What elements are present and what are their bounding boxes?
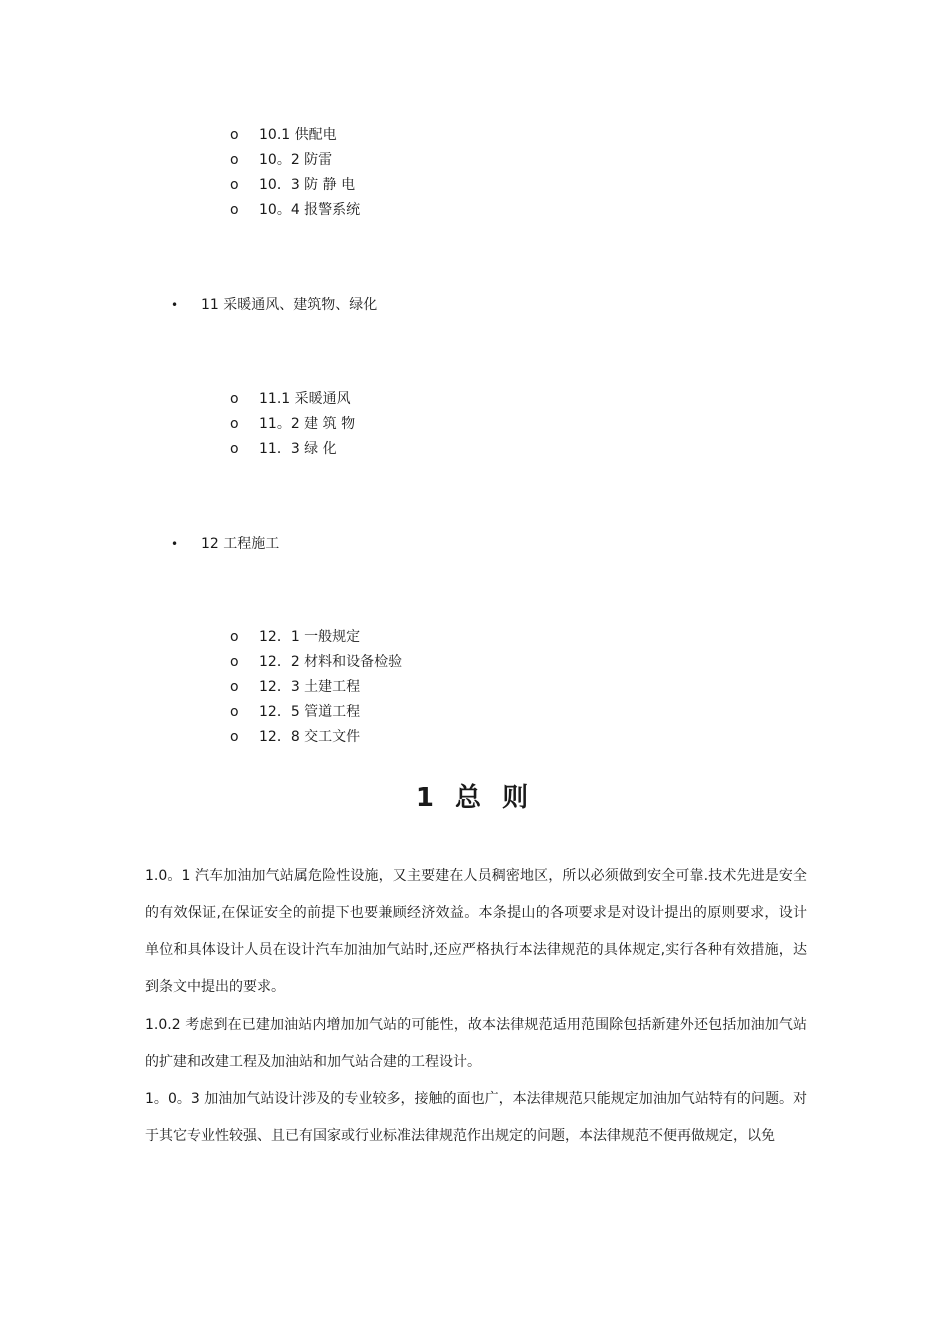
toc-chapter	[171, 295, 377, 315]
toc-item	[230, 439, 337, 459]
toc-item	[230, 414, 355, 434]
toc-item	[230, 175, 355, 195]
paragraph: 1.0。1 汽车加油加气站属危险性设施，又主要建在人员稠密地区，所以必须做到安全可靠.技术先进是安全的有效保证,在保证安全的前提下也要兼顾经济效益。本条提山的各项要求是对设计提出的原则要求，设计单位和具体设计人员在设计汽车加油加气站时,还应严格执行本法律规范的具体规定,实行各种有效措施，达到条文中提出的要求。	[145, 868, 807, 995]
list-marker: o	[230, 202, 239, 218]
list-marker: o	[230, 441, 239, 457]
toc-item-label: 11．3 绿 化	[259, 441, 337, 457]
toc-chapter-label: 12 工程施工	[201, 536, 280, 552]
toc-item-label: 10.1 供配电	[259, 127, 337, 143]
toc-item-label: 12．5 管道工程	[259, 704, 361, 720]
toc-chapter-label: 11 采暖通风、建筑物、绿化	[201, 297, 378, 313]
toc-item	[230, 677, 360, 697]
list-marker: o	[230, 416, 239, 432]
toc-item	[230, 200, 360, 220]
toc-chapter	[171, 534, 279, 554]
bullet-marker: •	[171, 298, 179, 312]
toc-item	[230, 652, 402, 672]
toc-item-label: 10。2 防雷	[259, 152, 333, 168]
paragraph: 1。0。3 加油加气站设计涉及的专业较多，接触的面也广，本法律规范只能规定加油加气站特有的问题。对于其它专业性较强、且已有国家或行业标准法律规范作出规定的问题，本法律规范不便再做规定，以免	[145, 1091, 807, 1144]
list-marker: o	[230, 704, 239, 720]
list-marker: o	[230, 177, 239, 193]
toc-item-label: 12．3 土建工程	[259, 679, 361, 695]
bullet-marker: •	[171, 537, 179, 551]
toc-item	[230, 389, 351, 409]
toc-item-label: 10。4 报警系统	[259, 202, 361, 218]
toc-item	[230, 702, 360, 722]
list-marker: o	[230, 679, 239, 695]
toc-item-label: 10．3 防 静 电	[259, 177, 356, 193]
section-title: 1 总 则	[415, 783, 535, 813]
toc-item-label: 12．1 一般规定	[259, 629, 361, 645]
toc-item-label: 12．2 材料和设备检验	[259, 654, 403, 670]
list-marker: o	[230, 729, 239, 745]
list-marker: o	[230, 127, 239, 143]
toc-item-label: 12．8 交工文件	[259, 729, 361, 745]
toc-item-label: 11。2 建 筑 物	[259, 416, 356, 432]
list-marker: o	[230, 629, 239, 645]
toc-item	[230, 627, 360, 647]
toc-item	[230, 727, 360, 747]
paragraph: 1.0.2 考虑到在已建加油站内增加加气站的可能性，故本法律规范适用范围除包括新建外还包括加油加气站的扩建和改建工程及加油站和加气站合建的工程设计。	[145, 1017, 807, 1070]
list-marker: o	[230, 654, 239, 670]
list-marker: o	[230, 391, 239, 407]
toc-item-label: 11.1 采暖通风	[259, 391, 351, 407]
toc-item	[230, 125, 337, 145]
toc-item	[230, 150, 332, 170]
list-marker: o	[230, 152, 239, 168]
